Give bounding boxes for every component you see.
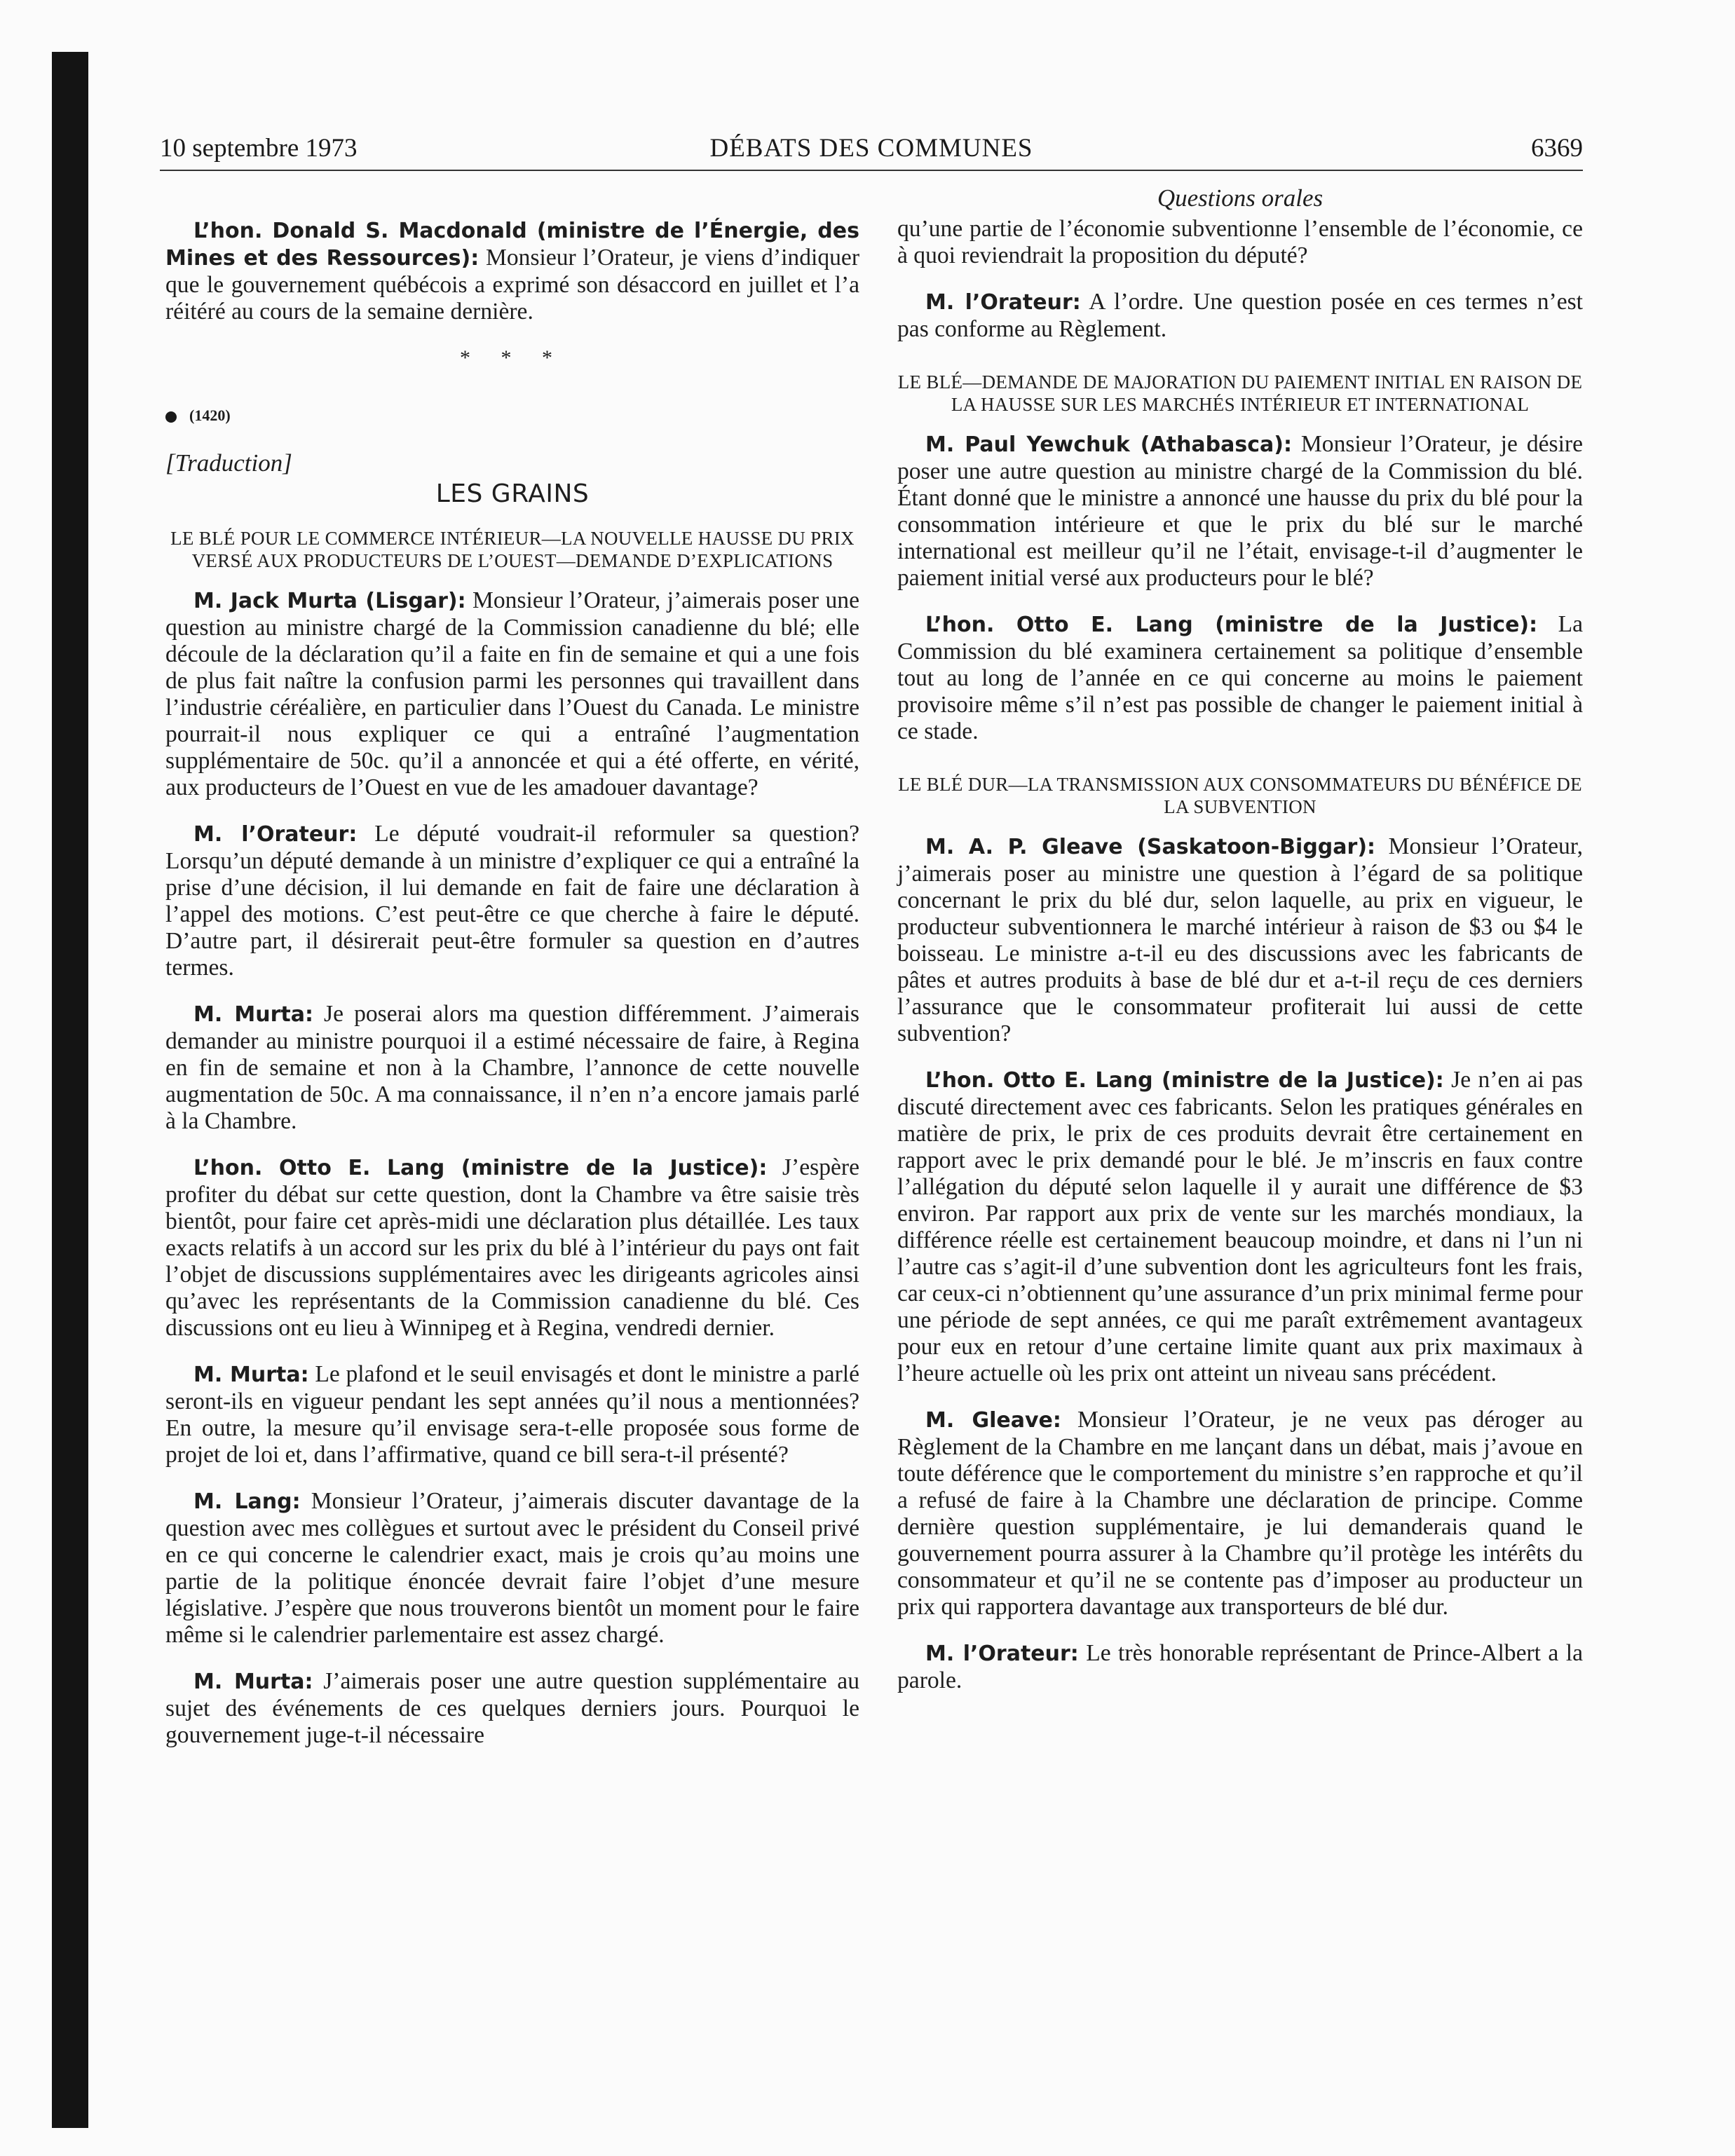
paragraph [897, 289, 1583, 343]
paragraph-text: A l’ordre. Une question posée en ces termes n’est pas conforme au Règlement. [897, 289, 1583, 342]
speaker-name: M. l’Orateur: [193, 822, 358, 847]
timestamp-text: (1420) [189, 407, 231, 424]
paragraph [165, 1488, 859, 1649]
paragraph-text: Monsieur l’Orateur, j’aimerais poser une question au ministre chargé de la Commission canadienne du blé; elle découle de la déclaration qu’il a faite en fin de semaine et qui a une fois de plus fait naître la confusion parmi les personnes qui travaillent dans l’industrie céréalière, en particulier dans l’Ouest du Canada. Le ministre pourrait-il nous expliquer ce qui a entraîné l’augmentation supplémentaire de 50c. qu’il a annoncée et qui a été offerte, en vérité, aux producteurs de l’Ouest en vue de les amadouer davantage? [165, 587, 859, 800]
paragraph [897, 431, 1583, 592]
speaker-name: M. l’Orateur: [925, 290, 1081, 315]
header-page-number: 6369 [1531, 134, 1583, 163]
scan-edge-bar [52, 52, 88, 2128]
speaker-name: M. A. P. Gleave (Saskatoon-Biggar): [925, 835, 1376, 859]
speaker-name: L’hon. Donald S. Macdonald (ministre de l’Énergie, des Mines et des Ressources): [165, 219, 859, 271]
speaker-name: M. Murta: [193, 1002, 313, 1027]
translation-note: [Traduction] [165, 449, 292, 477]
paragraph [897, 833, 1583, 1047]
paragraph-text: Le très honorable représentant de Prince-Albert a la parole. [897, 1640, 1583, 1693]
paragraph-text: Je poserai alors ma question différemment. J’aimerais demander au ministre pourquoi il a estimé nécessaire de faire, à Regina en fin de semaine et non à la Chambre, l’annonce de cette nouvelle augmentation de 50c. A ma connaissance, il n’en n’a encore jamais parlé à la Chambre. [165, 1001, 859, 1134]
timestamp [165, 402, 859, 429]
speaker-name: L’hon. Otto E. Lang (ministre de la Justice): [925, 613, 1538, 637]
section-title: LES GRAINS [435, 479, 590, 508]
paragraph [897, 1407, 1583, 1621]
right-column [897, 185, 1583, 1714]
left-column [165, 217, 859, 1768]
speaker-name: M. l’Orateur: [925, 1642, 1079, 1666]
paragraph [165, 1001, 859, 1135]
paragraph-text: Monsieur l’Orateur, je désire poser une autre question au ministre chargé de la Commission du blé. Étant donné que le ministre a annoncé une hausse du prix du blé pour la consommation intérieure et que le prix du blé sur le marché international est meilleur qu’il ne l’était, envisage-t-il d’augmenter le paiement initial versé aux producteurs pour le blé? [897, 431, 1583, 591]
speaker-name: M. Murta: [193, 1363, 309, 1387]
paragraph-text: Je n’en ai pas discuté directement avec ces fabricants. Selon les pratiques générales en matière de prix, le prix de ces produits devrait être certainement en rapport avec le prix demandé pour le blé. Je m’inscris en faux contre l’allégation du député selon laquelle il y aurait une différence de $3 environ. Par rapport aux prix de vente sur les marchés mondiaux, la différence réelle est certainement beaucoup moindre, et dans ni l’un ni l’autre cas s’agit-il d’une subvention dont les agriculteurs font les frais, car ceux-ci n’obtiennent qu’une assurance d’un prix minimal ferme pour une période de sept années, ce qui me paraît extrêmement avantageux pour eux en retour d’une certaine limite quant aux prix maximaux à l’heure actuelle où les prix ont atteint un niveau sans précédent. [897, 1067, 1583, 1386]
paragraph-text: Monsieur l’Orateur, je ne veux pas déroger au Règlement de la Chambre en me lançant dans un débat, mais j’avoue en toute déférence que le comportement du ministre s’en rapproche et qu’il a refusé de faire à la Chambre une déclaration de principe. Comme dernière question supplémentaire, je lui demanderais quand le gouvernement pourra assurer à la Chambre qu’il protège les intérêts du consommateur et qu’il ne se contente pas d’imposer au producteur un prix qui rapportera davantage aux transporteurs de blé dur. [897, 1407, 1583, 1620]
paragraph-text: La Commission du blé examinera certainement sa politique d’ensemble tout au long de l’année en ce qui concerne au moins le paiement provisoire même s’il n’est pas possible de changer le paiement initial à ce stade. [897, 611, 1583, 744]
header-title: DÉBATS DES COMMUNES [709, 134, 1033, 163]
paragraph-text: Monsieur l’Orateur, je viens d’indiquer que le gouvernement québécois a exprimé son désaccord en juillet et l’a réitéré au cours de la semaine dernière. [165, 245, 860, 325]
page-header [160, 133, 1583, 171]
speaker-name: L’hon. Otto E. Lang (ministre de la Justice): [925, 1068, 1444, 1093]
speaker-name: L’hon. Otto E. Lang (ministre de la Justice): [193, 1156, 768, 1180]
paragraph-text: J’aimerais poser une autre question supplémentaire au sujet des événements de ces quelques derniers jours. Pourquoi le gouvernement juge-t-il nécessaire [165, 1668, 859, 1748]
bullet-icon [165, 411, 177, 423]
paragraph-text: J’espère profiter du débat sur cette question, dont la Chambre va être saisie très bientôt, pour faire cet après-midi une déclaration plus détaillée. Les taux exacts relatifs à un accord sur les prix du blé à l’intérieur du pays ont fait l’objet de discussions supplémentaires avec les dirigeants agricoles ainsi qu’avec les représentants de la Commission canadienne du blé. Ces discussions ont eu lieu à Winnipeg et à Regina, vendredi dernier. [165, 1154, 859, 1341]
paragraph-text: Monsieur l’Orateur, j’aimerais discuter davantage de la question avec mes collègues et surtout avec le président du Conseil privé en ce qui concerne le calendrier exact, mais je crois qu’au moins une partie de la politique énoncée devrait faire l’objet d’une mesure législative. J’espère que nous trouverons bientôt un moment pour le faire même si le calendrier parlementaire est assez chargé. [165, 1488, 859, 1648]
paragraph [897, 611, 1583, 745]
paragraph [165, 217, 859, 325]
paragraph [165, 1361, 859, 1468]
speaker-name: M. Murta: [193, 1670, 313, 1694]
paragraph [897, 216, 1583, 269]
speaker-name: M. Gleave: [925, 1408, 1061, 1433]
paragraph [165, 587, 859, 801]
paragraph [165, 1154, 859, 1342]
paragraph [897, 1640, 1583, 1694]
speaker-name: M. Lang: [193, 1489, 301, 1514]
subheading: LE BLÉ DUR—LA TRANSMISSION AUX CONSOMMATEURS DU BÉNÉFICE DE LA SUBVENTION [898, 774, 1582, 817]
paragraph-text: Le député voudrait-il reformuler sa question? Lorsqu’un député demande à un ministre d’expliquer ce qui a entraîné la prise d’une décision, il lui demande en fait de faire une déclaration à l’appel des motions. C’est peut-être ce que cherche à faire le député. D’autre part, il désirerait peut-être formuler sa question en d’autres termes. [165, 821, 859, 981]
section-separator: * * * [460, 346, 565, 369]
subheading: LE BLÉ POUR LE COMMERCE INTÉRIEUR—LA NOUVELLE HAUSSE DU PRIX VERSÉ AUX PRODUCTEURS DE L’OUEST—DEMANDE D’EXPLICATIONS [170, 528, 855, 571]
paragraph [165, 1668, 859, 1749]
speaker-name: M. Paul Yewchuk (Athabasca): [925, 432, 1292, 457]
speaker-name: M. Jack Murta (Lisgar): [193, 589, 466, 613]
subheading: LE BLÉ—DEMANDE DE MAJORATION DU PAIEMENT INITIAL EN RAISON DE LA HAUSSE SUR LES MARCHÉS INTÉRIEUR ET INTERNATIONAL [897, 371, 1583, 415]
paragraph [897, 1067, 1583, 1387]
page-subtitle: Questions orales [1157, 184, 1324, 212]
document-page [160, 133, 1584, 1748]
paragraph-text: Monsieur l’Orateur, j’aimerais poser au ministre une question à l’égard de sa politique concernant le prix du blé dur, selon laquelle, au prix en vigueur, le producteur subventionnera le marché intérieur à raison de $3 ou $4 le boisseau. Le ministre a-t-il eu des discussions avec les fabricants de pâtes et autres produits à base de blé dur et a-t-il reçu de ces derniers l’assurance que le consommateur profiterait lui aussi de cette subvention? [897, 833, 1584, 1046]
paragraph-text: Le plafond et le seuil envisagés et dont le ministre a parlé seront-ils en vigueur pendant les sept années qu’il nous a mentionnées? En outre, la mesure qu’il envisage sera-t-elle proposée sous forme de projet de loi et, dans l’affirmative, quand ce bill sera-t-il présenté? [165, 1361, 859, 1468]
paragraph-text: qu’une partie de l’économie subventionne l’ensemble de l’économie, ce à quoi reviendrait la proposition du député? [897, 216, 1583, 268]
header-date: 10 septembre 1973 [160, 134, 358, 163]
paragraph [165, 821, 859, 981]
